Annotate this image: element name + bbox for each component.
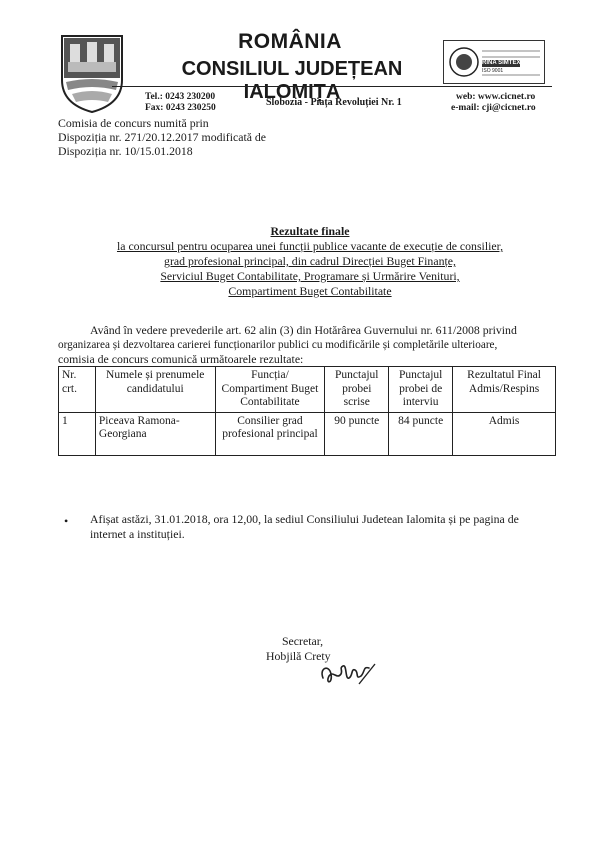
certification-badge	[443, 40, 545, 84]
county-coat-of-arms	[58, 32, 126, 114]
intro-line-1: Având în vedere prevederile art. 62 alin (3) din Hotărârea Guvernului nr. 611/2008 privind	[90, 323, 517, 337]
table-header-cell: Funcția/ Compartiment Buget Contabilitate	[215, 367, 325, 413]
table-header-cell: Numele și prenumele candidatului	[95, 367, 215, 413]
institution-title: CONSILIUL JUDEȚEAN IALOMIȚA	[181, 58, 403, 103]
results-title-line-3: Serviciul Buget Contabilitate, Programare și Urmărire Venituri,	[160, 269, 460, 283]
header-web: web: www.cicnet.ro	[456, 92, 536, 102]
commission-line-1: Comisia de concurs numită prin	[58, 116, 209, 130]
header-tel: Tel.: 0243 230200	[145, 92, 216, 102]
header-address: Slobozia - Piața Revoluției Nr. 1	[266, 97, 402, 108]
coat-of-arms-icon	[58, 32, 126, 114]
table-header-row	[59, 367, 556, 413]
header-fax: Fax: 0243 230250	[145, 103, 216, 113]
table-cell-interview-score: 84 puncte	[389, 412, 453, 455]
intro-line-3: comisia de concurs comunică următoarele rezultate:	[58, 352, 304, 366]
table-header-cell: Punctajul probei scrise	[325, 367, 389, 413]
signature-name: Hobjilă Crety	[266, 649, 331, 663]
country-title: ROMÂNIA	[238, 30, 342, 53]
bullet-icon: •	[64, 514, 69, 528]
table-cell-nr: 1	[59, 412, 96, 455]
table-cell-name: Piceava Ramona-Georgiana	[95, 412, 215, 455]
commission-line-3: Dispoziția nr. 10/15.01.2018	[58, 144, 193, 158]
results-title-line-4: Compartiment Buget Contabilitate	[228, 284, 392, 298]
results-table	[58, 366, 556, 456]
table-cell-written-score: 90 puncte	[325, 412, 389, 455]
table-cell-function: Consilier grad profesional principal	[215, 412, 325, 455]
certification-name: RINA SIMTEX	[482, 60, 521, 66]
table-header-cell: Nr. crt.	[59, 367, 96, 413]
certification-iso: ISO 9001	[482, 68, 504, 74]
results-heading: Rezultate finale	[270, 224, 350, 238]
table-header-cell: Punctajul probei de interviu	[389, 367, 453, 413]
table-header-cell: Rezultatul Final Admis/Respins	[453, 367, 556, 413]
notice-line-2: internet a instituției.	[90, 527, 185, 541]
table-cell-result: Admis	[453, 412, 556, 455]
signature-icon	[315, 658, 385, 690]
results-title-line-2: grad profesional principal, din cadrul Direcției Buget Finanțe,	[164, 254, 456, 268]
header-divider	[112, 86, 552, 87]
signature-role: Secretar,	[282, 634, 324, 648]
handwritten-signature	[315, 658, 385, 695]
notice-line-1: Afișat astăzi, 31.01.2018, ora 12,00, la sediul Consiliului Judetean Ialomita și pe pagina de	[90, 512, 519, 526]
table-row	[59, 412, 556, 455]
intro-line-2: organizarea și dezvoltarea carierei funcționarilor publici cu modificările și completările ulterioare,	[58, 339, 498, 351]
commission-line-2: Dispoziția nr. 271/20.12.2017 modificată de	[58, 130, 267, 144]
header-email: e-mail: cji@cicnet.ro	[451, 103, 536, 113]
results-title-line-1: la concursul pentru ocuparea unei funcții publice vacante de execuție de consilier,	[116, 239, 504, 253]
